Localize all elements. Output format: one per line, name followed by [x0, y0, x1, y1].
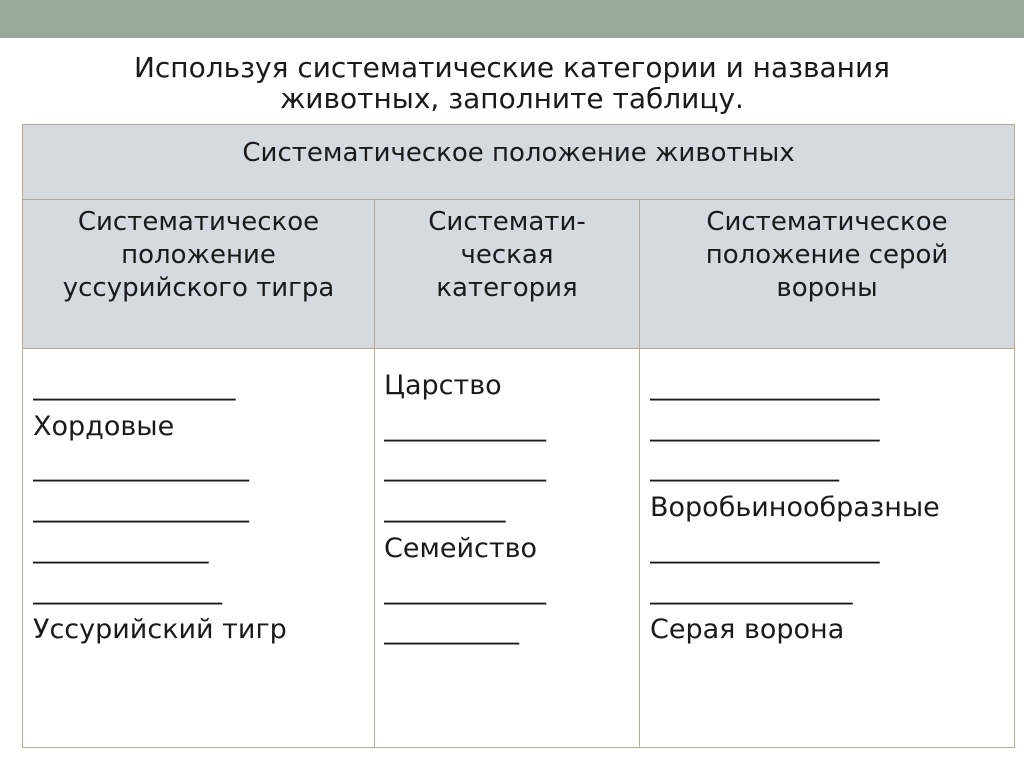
column-header-line: Системати- — [428, 207, 586, 237]
crow-row: _________________ — [650, 370, 880, 401]
category-row: ____________ — [384, 451, 546, 483]
crow-column-cell — [640, 349, 1015, 748]
category-row: __________ — [384, 614, 519, 646]
tiger-row: ________________ — [33, 451, 249, 483]
crow-row: Воробьинообразные — [650, 492, 940, 524]
table-header-label: Систематическое положение животных — [242, 138, 795, 168]
crow-row: _______________ — [650, 573, 853, 605]
page-title — [0, 52, 1024, 114]
column-header-line: вороны — [776, 273, 878, 303]
column-header-line: Систематическое — [77, 207, 320, 237]
crow-row: _________________ — [650, 410, 880, 442]
tiger-row: ______________ — [33, 573, 222, 605]
category-row: _________ — [384, 492, 506, 524]
column-header-category — [375, 200, 640, 349]
crow-row: _________________ — [650, 532, 880, 564]
column-header-line: ческая — [460, 240, 554, 270]
category-row: ____________ — [384, 573, 546, 605]
tiger-row: _______________ — [33, 370, 236, 401]
title-line-1: Используя систематические категории и названия — [133, 51, 891, 84]
column-header-tiger — [23, 200, 375, 349]
tiger-column-cell — [23, 349, 375, 748]
column-header-line: положение серой — [705, 240, 949, 270]
top-bar — [0, 0, 1024, 38]
crow-row: Серая ворона — [650, 614, 845, 646]
tiger-row: Уссурийский тигр — [33, 614, 287, 646]
category-column-cell — [375, 349, 640, 748]
column-header-line: категория — [436, 273, 578, 303]
column-header-line: уссурийского тигра — [62, 273, 335, 303]
category-row: Царство — [384, 370, 502, 401]
category-row: Семейство — [384, 532, 537, 564]
classification-table — [22, 124, 1015, 748]
column-header-crow — [640, 200, 1015, 349]
tiger-row: Хордовые — [33, 410, 175, 442]
table-header — [23, 125, 1015, 200]
tiger-row: _____________ — [33, 532, 209, 564]
column-header-line: положение — [121, 240, 276, 270]
title-line-2: животных, заполните таблицу. — [280, 82, 744, 115]
tiger-row: ________________ — [33, 492, 249, 524]
column-header-line: Систематическое — [706, 207, 948, 237]
category-row: ____________ — [384, 410, 546, 442]
crow-row: ______________ — [650, 451, 839, 483]
